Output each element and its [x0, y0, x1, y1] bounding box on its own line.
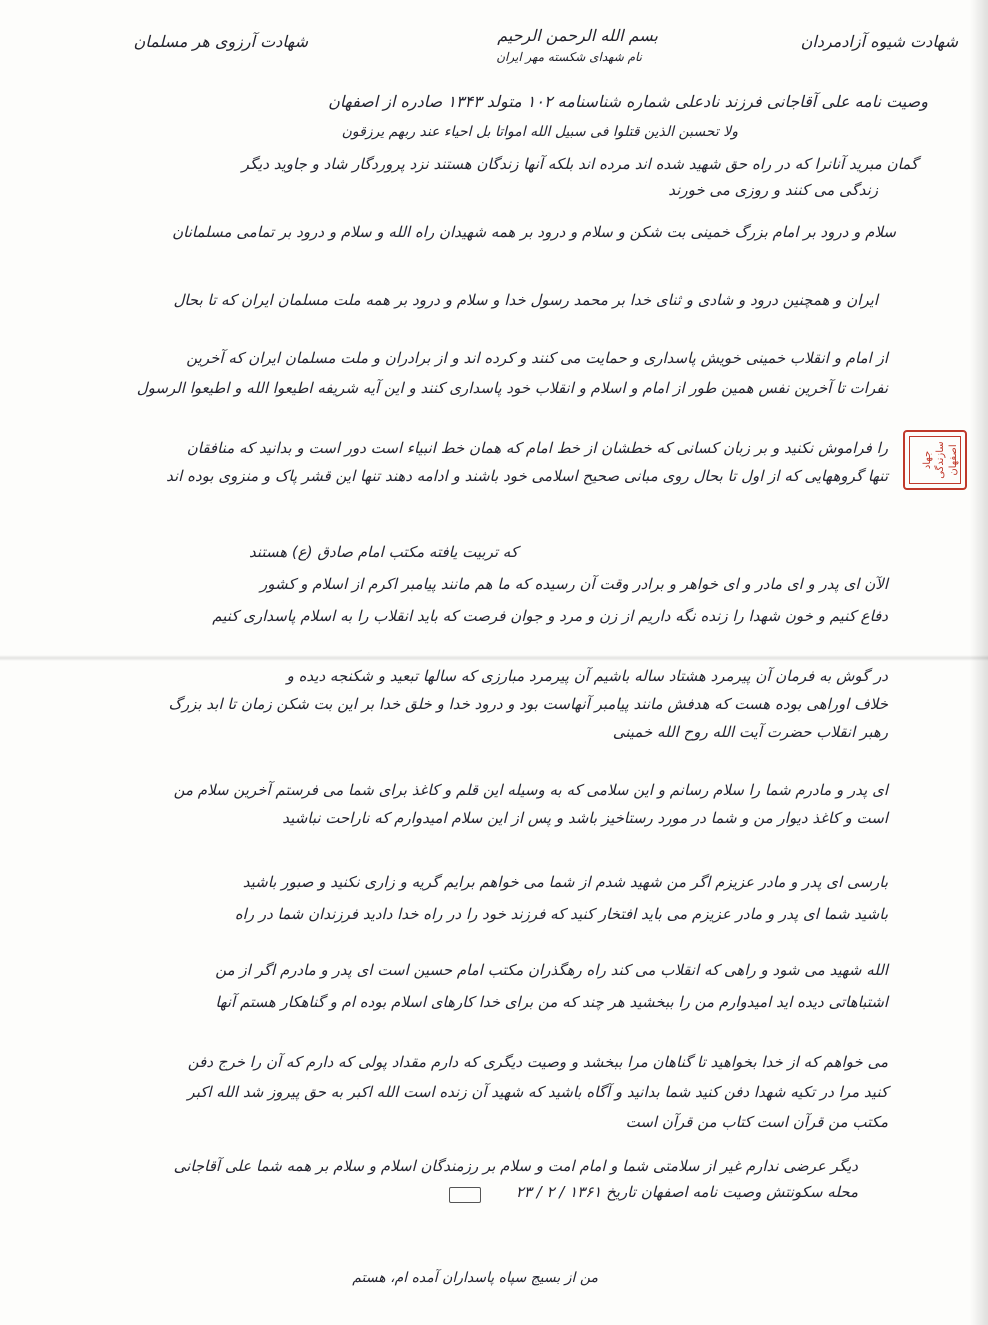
letter-line: که تربیت یافته مکتب امام صادق (ع) هستند [248, 543, 518, 561]
letter-line: بارسی ای پدر و مادر عزیزم اگر من شهید شدم از شما می خواهم برایم گریه و زاری نکنید و صبور باشید [242, 873, 888, 891]
letter-line: باشید شما ای پدر و مادر عزیزم می باید افتخار کنید که فرزند خود را در راه خدا دادید فرزندان شما در راه [234, 905, 888, 923]
paper-fold-shadow [0, 655, 988, 661]
letter-line: محله سکونتش وصیت نامه اصفهان تاریخ ۱۳۶۱ / ۲ / ۲۳ [515, 1183, 858, 1201]
letter-line: را فراموش نکنید و بر زبان کسانی که خطشان از خط امام که همان خط انبیاء است دور است و بدانید که منافقان [186, 439, 888, 457]
letter-line: در گوش به فرمان آن پیرمرد هشتاد ساله باشیم آن پیرمرد مبارزی که سالها تبعید و شکنجه دیده و [286, 667, 888, 685]
letter-line: دیگر عرضی ندارم غیر از سلامتی شما و امام امت و سلام بر رزمندگان اسلام و سلام بر همه شما علی آقاجانی [173, 1157, 858, 1175]
letter-line: رهبر انقلاب حضرت آیت الله روح الله خمینی [612, 723, 888, 741]
letter-line: گمان مبرید آنانرا که در راه حق شهید شده اند مرده اند بلکه آنها زندگان هستند نزد پروردگار شاد و جاوید دیگر [241, 155, 918, 173]
letter-line: نفرات تا آخرین نفس همین طور از امام و اسلام و انقلاب خود پاسداری کنند و این آیه شریفه اطیعوا الله و اطیعوا الرسول [136, 379, 888, 397]
letter-line: من از بسیج سپاه پاسداران آمده ام، هستم [352, 1270, 598, 1286]
header-bismillah: بسم الله الرحمن الرحیم [497, 26, 658, 45]
letter-line: ولا تحسبن الذین قتلوا فی سبیل الله امواتا بل احیاء عند ربهم یرزقون [341, 124, 738, 140]
letter-line: وصیت نامه علی آقاجانی فرزند نادعلی شماره شناسنامه ۱۰۲ متولد ۱۳۴۳ صادره از اصفهان [328, 92, 928, 111]
letter-line: است و کاغذ دیوار من و شما در مورد رستاخیز باشد و پس از این سلام امیدوارم که ناراحت نباشید [282, 809, 888, 827]
letter-line: زندگی می کنند و روزی می خورند [668, 181, 878, 199]
letter-line: دفاع کنیم و خون شهدا را زنده نگه داریم از زن و مرد و جوان فرصت که باید انقلاب را به اسلام پاسداری کنیم [212, 607, 888, 625]
letter-line: تنها گروههایی که از اول تا بحال روی مبانی صحیح اسلامی خود باشند و ادامه دهند تنها این قشر پاک و منزوی بوده اند [166, 467, 888, 485]
letter-line: ایران و همچنین درود و شادی و ثنای خدا بر محمد رسول خدا و سلام و درود بر همه ملت مسلمان ایران که تا بحال [173, 291, 878, 309]
letter-line: ای پدر و مادرم شما را سلام رسانم و این سلامی که به وسیله این قلم و کاغذ برای شما می فرستم آخرین سلام من [173, 781, 888, 799]
letter-line: کنید مرا در تکیه شهدا دفن کنید شما بدانید و آگاه باشید که شهید آن زنده است الله اکبر به حق پیروز شد الله اکبر [187, 1083, 888, 1101]
letter-line: الآن ای پدر و ای مادر و ای خواهر و برادر وقت آن رسیده که ما هم مانند پیامبر اکرم از اسلام و کشور [260, 575, 888, 593]
header-right: شهادت شیوه آزادمردان [800, 32, 958, 51]
letter-line: سلام و درود بر امام بزرگ خمینی بت شکن و سلام و درود بر همه شهیدان راه الله و سلام و درود بر تمامی مسلمانان [172, 223, 896, 241]
letter-line: مکتب من قرآن است کتاب من قرآن است [625, 1113, 888, 1131]
letter-line: خلاف اوراهی بوده هست که هدفش مانند پیامبر آنهاست بود و درود خدا و خلق خدا بر این بت شکن زمان تا ابد بزرگ [168, 695, 888, 713]
paper-edge-shadow [970, 0, 988, 1325]
stamp-text: جهاد سازندگی اصفهان [922, 441, 959, 479]
letter-line: اشتباهاتی دیده اید امیدوارم من را ببخشید هر چند که من برای خدا کارهای اسلام بوده ام و گناهکار هستم آنها [215, 993, 888, 1011]
red-stamp [903, 430, 967, 490]
letter-line: می خواهم که از خدا بخواهید تا گناهان مرا ببخشد و وصیت دیگری که دارم مقداد پولی که دارم که آن را خرج دفن [187, 1053, 888, 1071]
header-subtitle: نام شهدای شکسته مهر ایران [496, 50, 642, 64]
header-left: شهادت آرزوی هر مسلمان [133, 32, 308, 51]
letter-line: الله شهید می شود و راهی که انقلاب می کند راه رهگذران مکتب امام حسین است ای پدر و مادرم اگر از من [215, 961, 888, 979]
small-seal-mark [449, 1187, 481, 1203]
letter-line: از امام و انقلاب خمینی خویش پاسداری و حمایت می کنند و کرده اند و از برادران و ملت مسلمان ایران که آخرین [186, 349, 888, 367]
